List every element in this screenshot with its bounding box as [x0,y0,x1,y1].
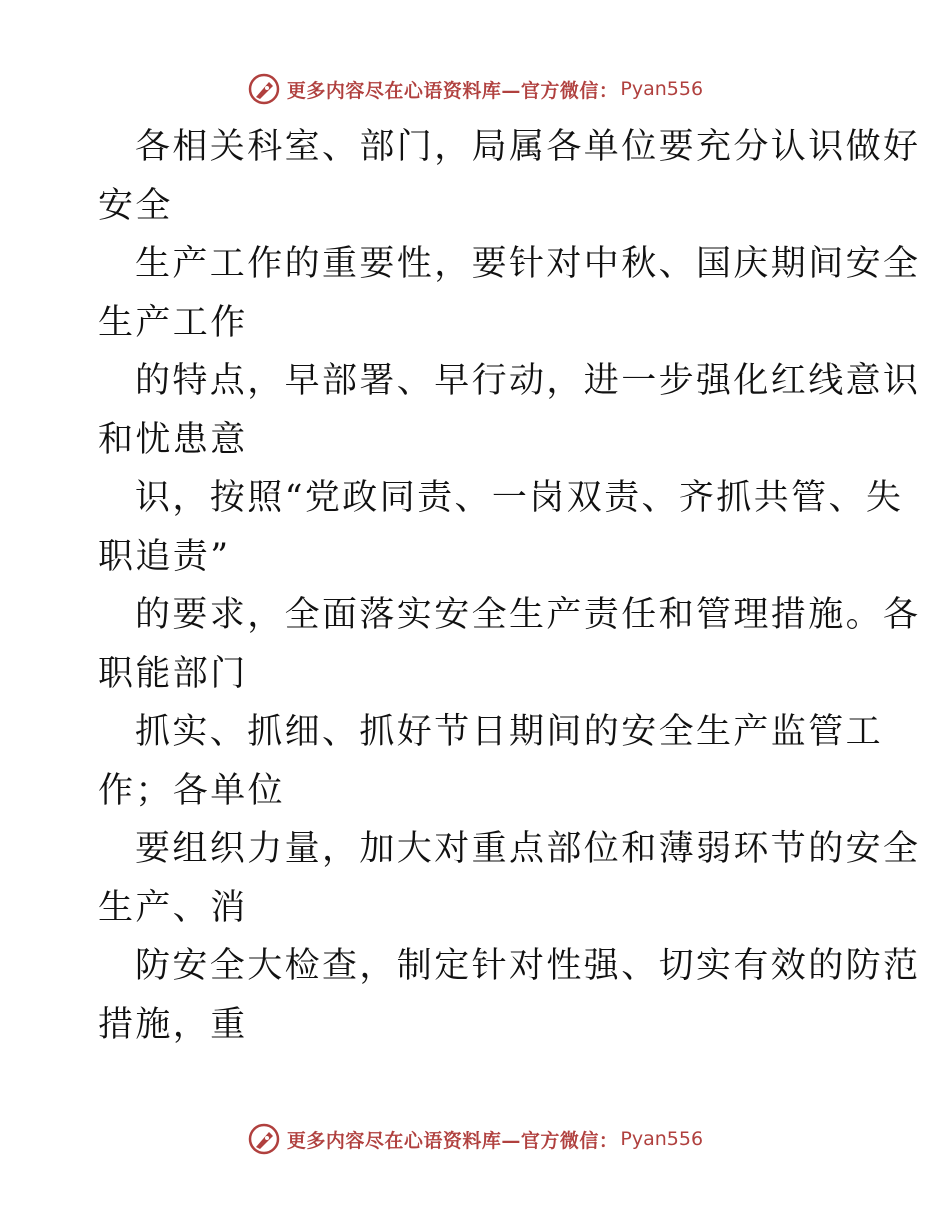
body-line: 生产、消 [98,887,248,928]
body-line: 作；各单位 [98,770,286,811]
body-line: 的要求，全面落实安全生产责任和管理措施。各 [135,595,921,635]
footer-banner-contact: Pyan556 [620,1128,704,1150]
body-line: 防安全大检查，制定针对性强、切实有效的防范 [135,946,921,986]
header-banner [0,72,950,106]
header-banner-text: 更多内容尽在心语资料库—官方微信： [286,79,619,102]
body-line: 职能部门 [98,653,248,694]
header-banner-contact: Pyan556 [620,78,704,100]
body-line: 的特点，早部署、早行动，进一步强化红线意识 [135,361,921,401]
document-body [98,118,921,1054]
body-line: 职追责” [98,536,231,577]
body-line: 生产工作 [98,302,248,343]
footer-banner [0,1122,950,1156]
body-line: 生产工作的重要性，要针对中秋、国庆期间安全 [135,244,921,284]
body-line: 和忧患意 [98,419,248,460]
body-line: 抓实、抓细、抓好节日期间的安全生产监管工 [135,712,884,752]
pen-nib-logo-icon [247,1122,281,1156]
footer-banner-text: 更多内容尽在心语资料库—官方微信： [286,1129,619,1152]
body-line: 措施，重 [98,1004,248,1045]
body-line: 各相关科室、部门，局属各单位要充分认识做好 [135,127,921,167]
body-line: 识，按照“党政同责、一岗双责、齐抓共管、失 [135,478,904,518]
pen-nib-logo-icon [247,72,281,106]
body-line: 安全 [98,185,173,226]
body-line: 要组织力量，加大对重点部位和薄弱环节的安全 [135,829,921,869]
